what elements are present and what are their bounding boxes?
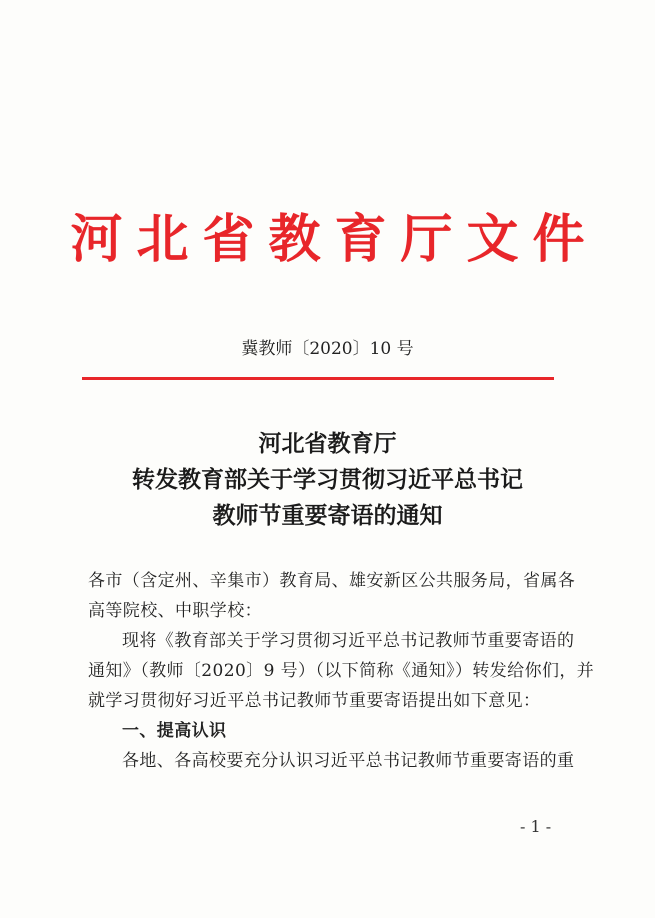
notice-title [0, 426, 655, 534]
notice-title-line: 转发教育部关于学习贯彻习近平总书记 [132, 466, 523, 493]
recipients-line: 各市（含定州、辛集市）教育局、雄安新区公共服务局，省属各 [88, 571, 576, 591]
notice-title-line: 教师节重要寄语的通知 [212, 502, 443, 529]
page-number: - 1 - [520, 817, 552, 836]
document-header-title: 河北省教育厅文件 [70, 209, 599, 270]
paragraph-line: 通知》（教师〔2020〕9 号）（以下简称《通知》）转发给你们，并 [88, 661, 595, 681]
body-text [88, 566, 595, 776]
document-number: 冀教师〔2020〕10 号 [241, 339, 414, 359]
red-separator-line [82, 377, 554, 380]
section-text-line: 各地、各高校要充分认识习近平总书记教师节重要寄语的重 [122, 751, 575, 771]
notice-title-line: 河北省教育厅 [258, 430, 397, 457]
paragraph-line: 现将《教育部关于学习贯彻习近平总书记教师节重要寄语的 [122, 631, 575, 651]
recipients-line: 高等院校、中职学校： [88, 601, 262, 621]
paragraph-line: 就学习贯彻好习近平总书记教师节重要寄语提出如下意见： [88, 691, 541, 711]
section-heading: 一、提高认识 [122, 721, 227, 741]
